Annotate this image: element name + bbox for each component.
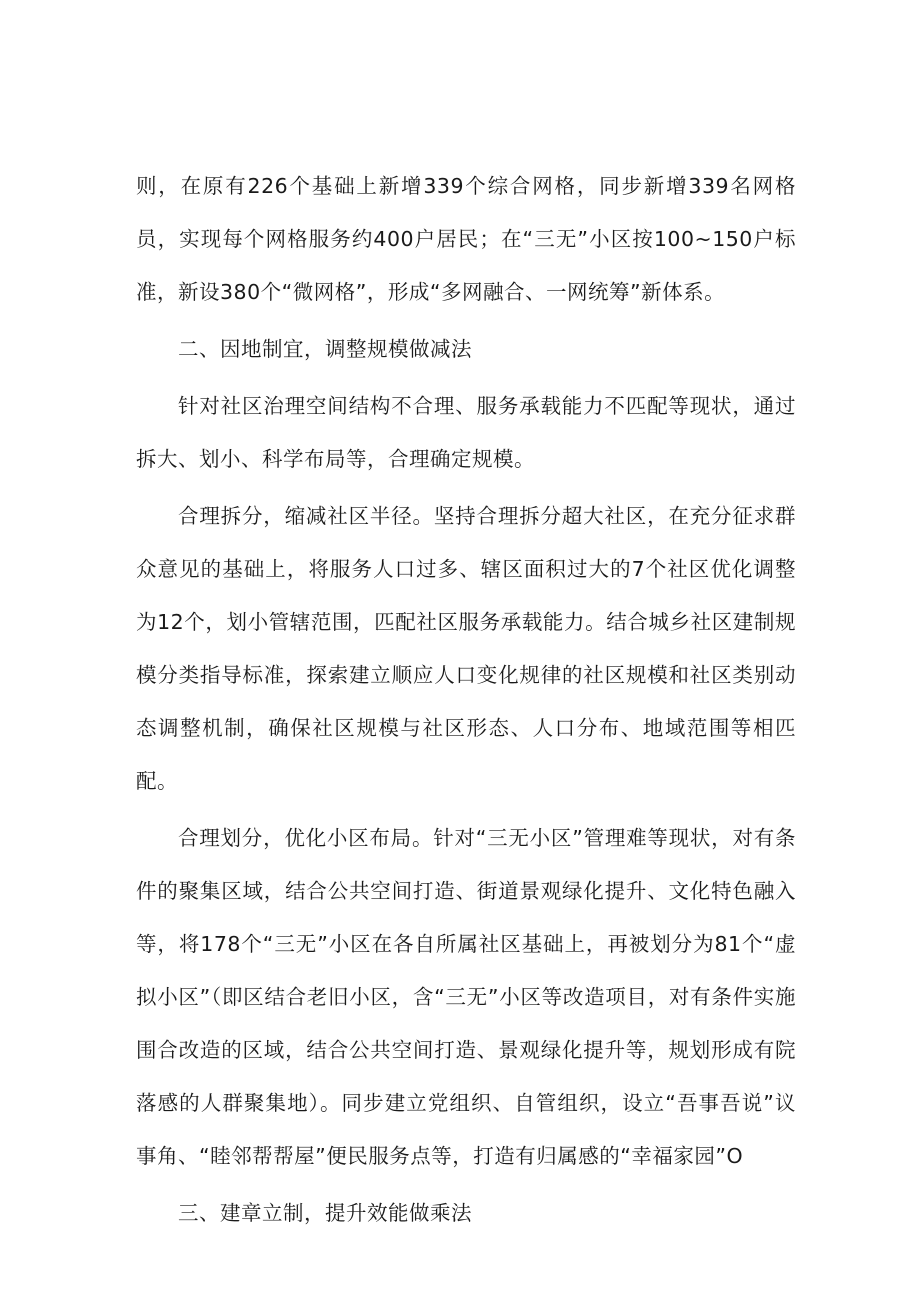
paragraph-intro-2: 针对社区治理空间结构不合理、服务承载能力不匹配等现状，通过拆大、划小、科学布局等，合理确定规模。	[136, 394, 796, 471]
document-body	[136, 160, 796, 1244]
section-heading-2: 二、因地制宜，调整规模做减法	[178, 337, 472, 361]
paragraph-grid-system: 则，在原有226个基础上新增339个综合网格，同步新增339名网格员，实现每个网格服务约400户居民；在“三无”小区按100~150户标准，新设380个“微网格”，形成“多网融合、一网统筹”新体系。	[136, 174, 796, 304]
paragraph-split-community: 合理拆分，缩减社区半径。坚持合理拆分超大社区，在充分征求群众意见的基础上，将服务人口过多、辖区面积过大的7个社区优化调整为12个，划小管辖范围，匹配社区服务承载能力。结合城乡社区建制规模分类指导标准，探索建立顺应人口变化规律的社区规模和社区类别动态调整机制，确保社区规模与社区形态、人口分布、地域范围等相匹配。	[136, 504, 796, 793]
paragraph-divide-neighborhood: 合理划分，优化小区布局。针对“三无小区”管理难等现状，对有条件的聚集区域，结合公共空间打造、街道景观绿化提升、文化特色融入等，将178个“三无”小区在各自所属社区基础上，再被划分为81个“虚拟小区”（即区结合老旧小区，含“三无”小区等改造项目，对有条件实施围合改造的区域，结合公共空间打造、景观绿化提升等，规划形成有院落感的人群聚集地）。同步建立党组织、自管组织，设立“吾事吾说”议事角、“睦邻帮帮屋”便民服务点等，打造有归属感的“幸福家园”O	[136, 826, 796, 1168]
section-heading-3: 三、建章立制，提升效能做乘法	[178, 1201, 472, 1225]
